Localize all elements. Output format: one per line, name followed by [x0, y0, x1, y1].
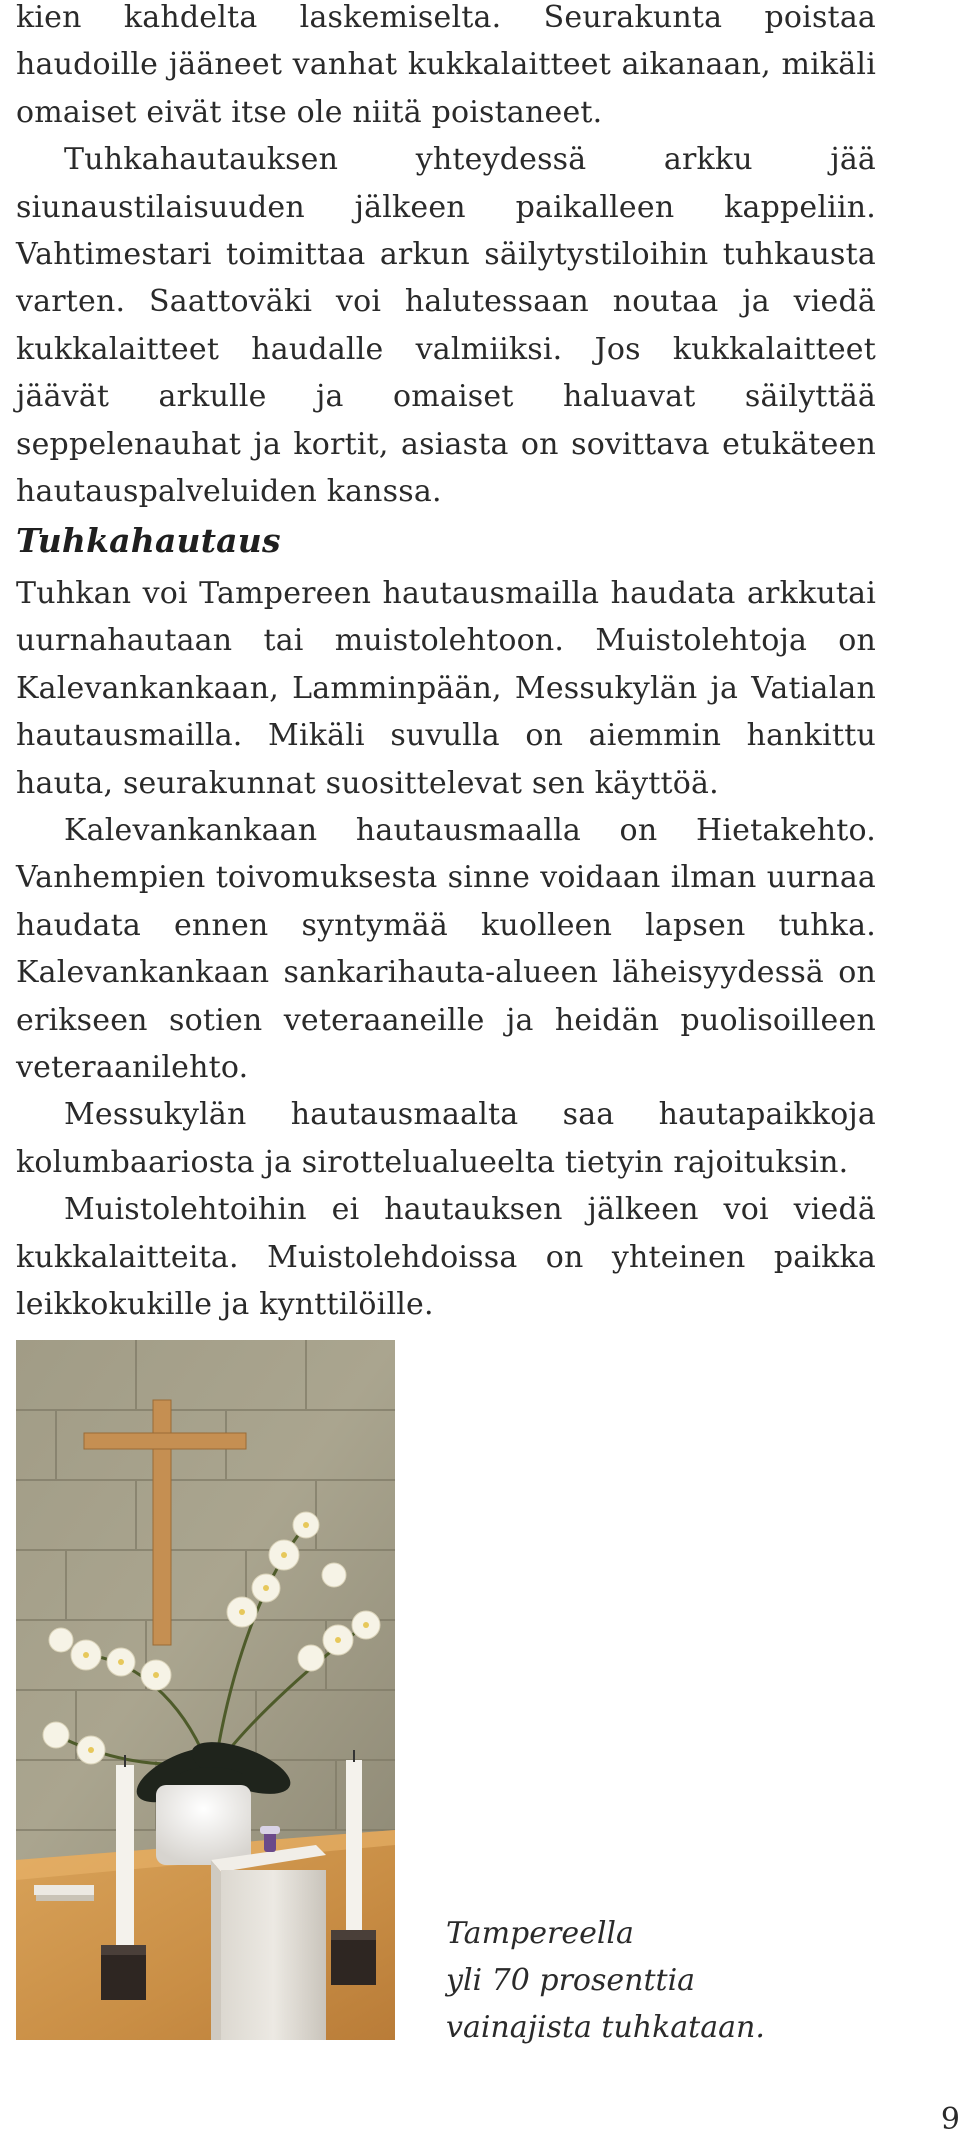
section-cremation [16, 516, 876, 1329]
intro-text [16, 0, 876, 515]
caption-line: yli 70 prosenttia [446, 1963, 696, 1998]
photo-caption [446, 1910, 765, 2051]
paragraph: Tuhkan voi Tampereen hautausmailla haudata arkkutai uurnahautaan tai muistolehtoon. Muistolehtoja on Kalevankankaan, Lamminpään, Messukylän ja Vatialan hautausmailla. Mikäli suvulla on aiemmin hankittu hauta, seurakunnat suosittelevat sen käyttöä. [16, 576, 876, 801]
paragraph: kien kahdelta laskemiselta. Seurakunta poistaa haudoille jääneet vanhat kukkalaitteet aikanaan, mikäli omaiset eivät itse ole niitä poistaneet. [16, 0, 876, 130]
chapel-photo [16, 1340, 395, 2040]
section-heading: Tuhkahautaus [16, 521, 281, 560]
page-number: 9 [940, 2102, 960, 2137]
caption-line: Tampereella [446, 1916, 634, 1951]
paragraph: Tuhkahautauksen yhteydessä arkku jää siunaustilaisuuden jälkeen paikalleen kappeliin. Vahtimestari toimittaa arkun säilytystiloihin tuhkausta varten. Saattoväki voi halutessaan noutaa ja viedä kukkalaitteet haudalle valmiiksi. Jos kukkalaitteet jäävät arkulle ja omaiset haluavat säilyttää seppelenauhat ja kortit, asiasta on sovittava etukäteen hautauspalveluiden kanssa. [16, 142, 876, 510]
paragraph: Messukylän hautausmaalta saa hautapaikkoja kolumbaariosta ja sirottelualueelta tietyin rajoituksin. [16, 1097, 876, 1180]
paragraph: Muistolehtoihin ei hautauksen jälkeen voi viedä kukkalaitteita. Muistolehdoissa on yhteinen paikka leikkokukille ja kynttilöille. [16, 1192, 876, 1323]
caption-line: vainajista tuhkataan. [446, 2010, 765, 2045]
paragraph: Kalevankankaan hautausmaalla on Hietakehto. Vanhempien toivomuksesta sinne voidaan ilman uurnaa haudata ennen syntymää kuolleen lapsen tuhka. Kalevankankaan sankarihauta-alueen läheisyydessä on erikseen sotien veteraaneille ja heidän puolisoilleen veteraanilehto. [16, 813, 876, 1086]
